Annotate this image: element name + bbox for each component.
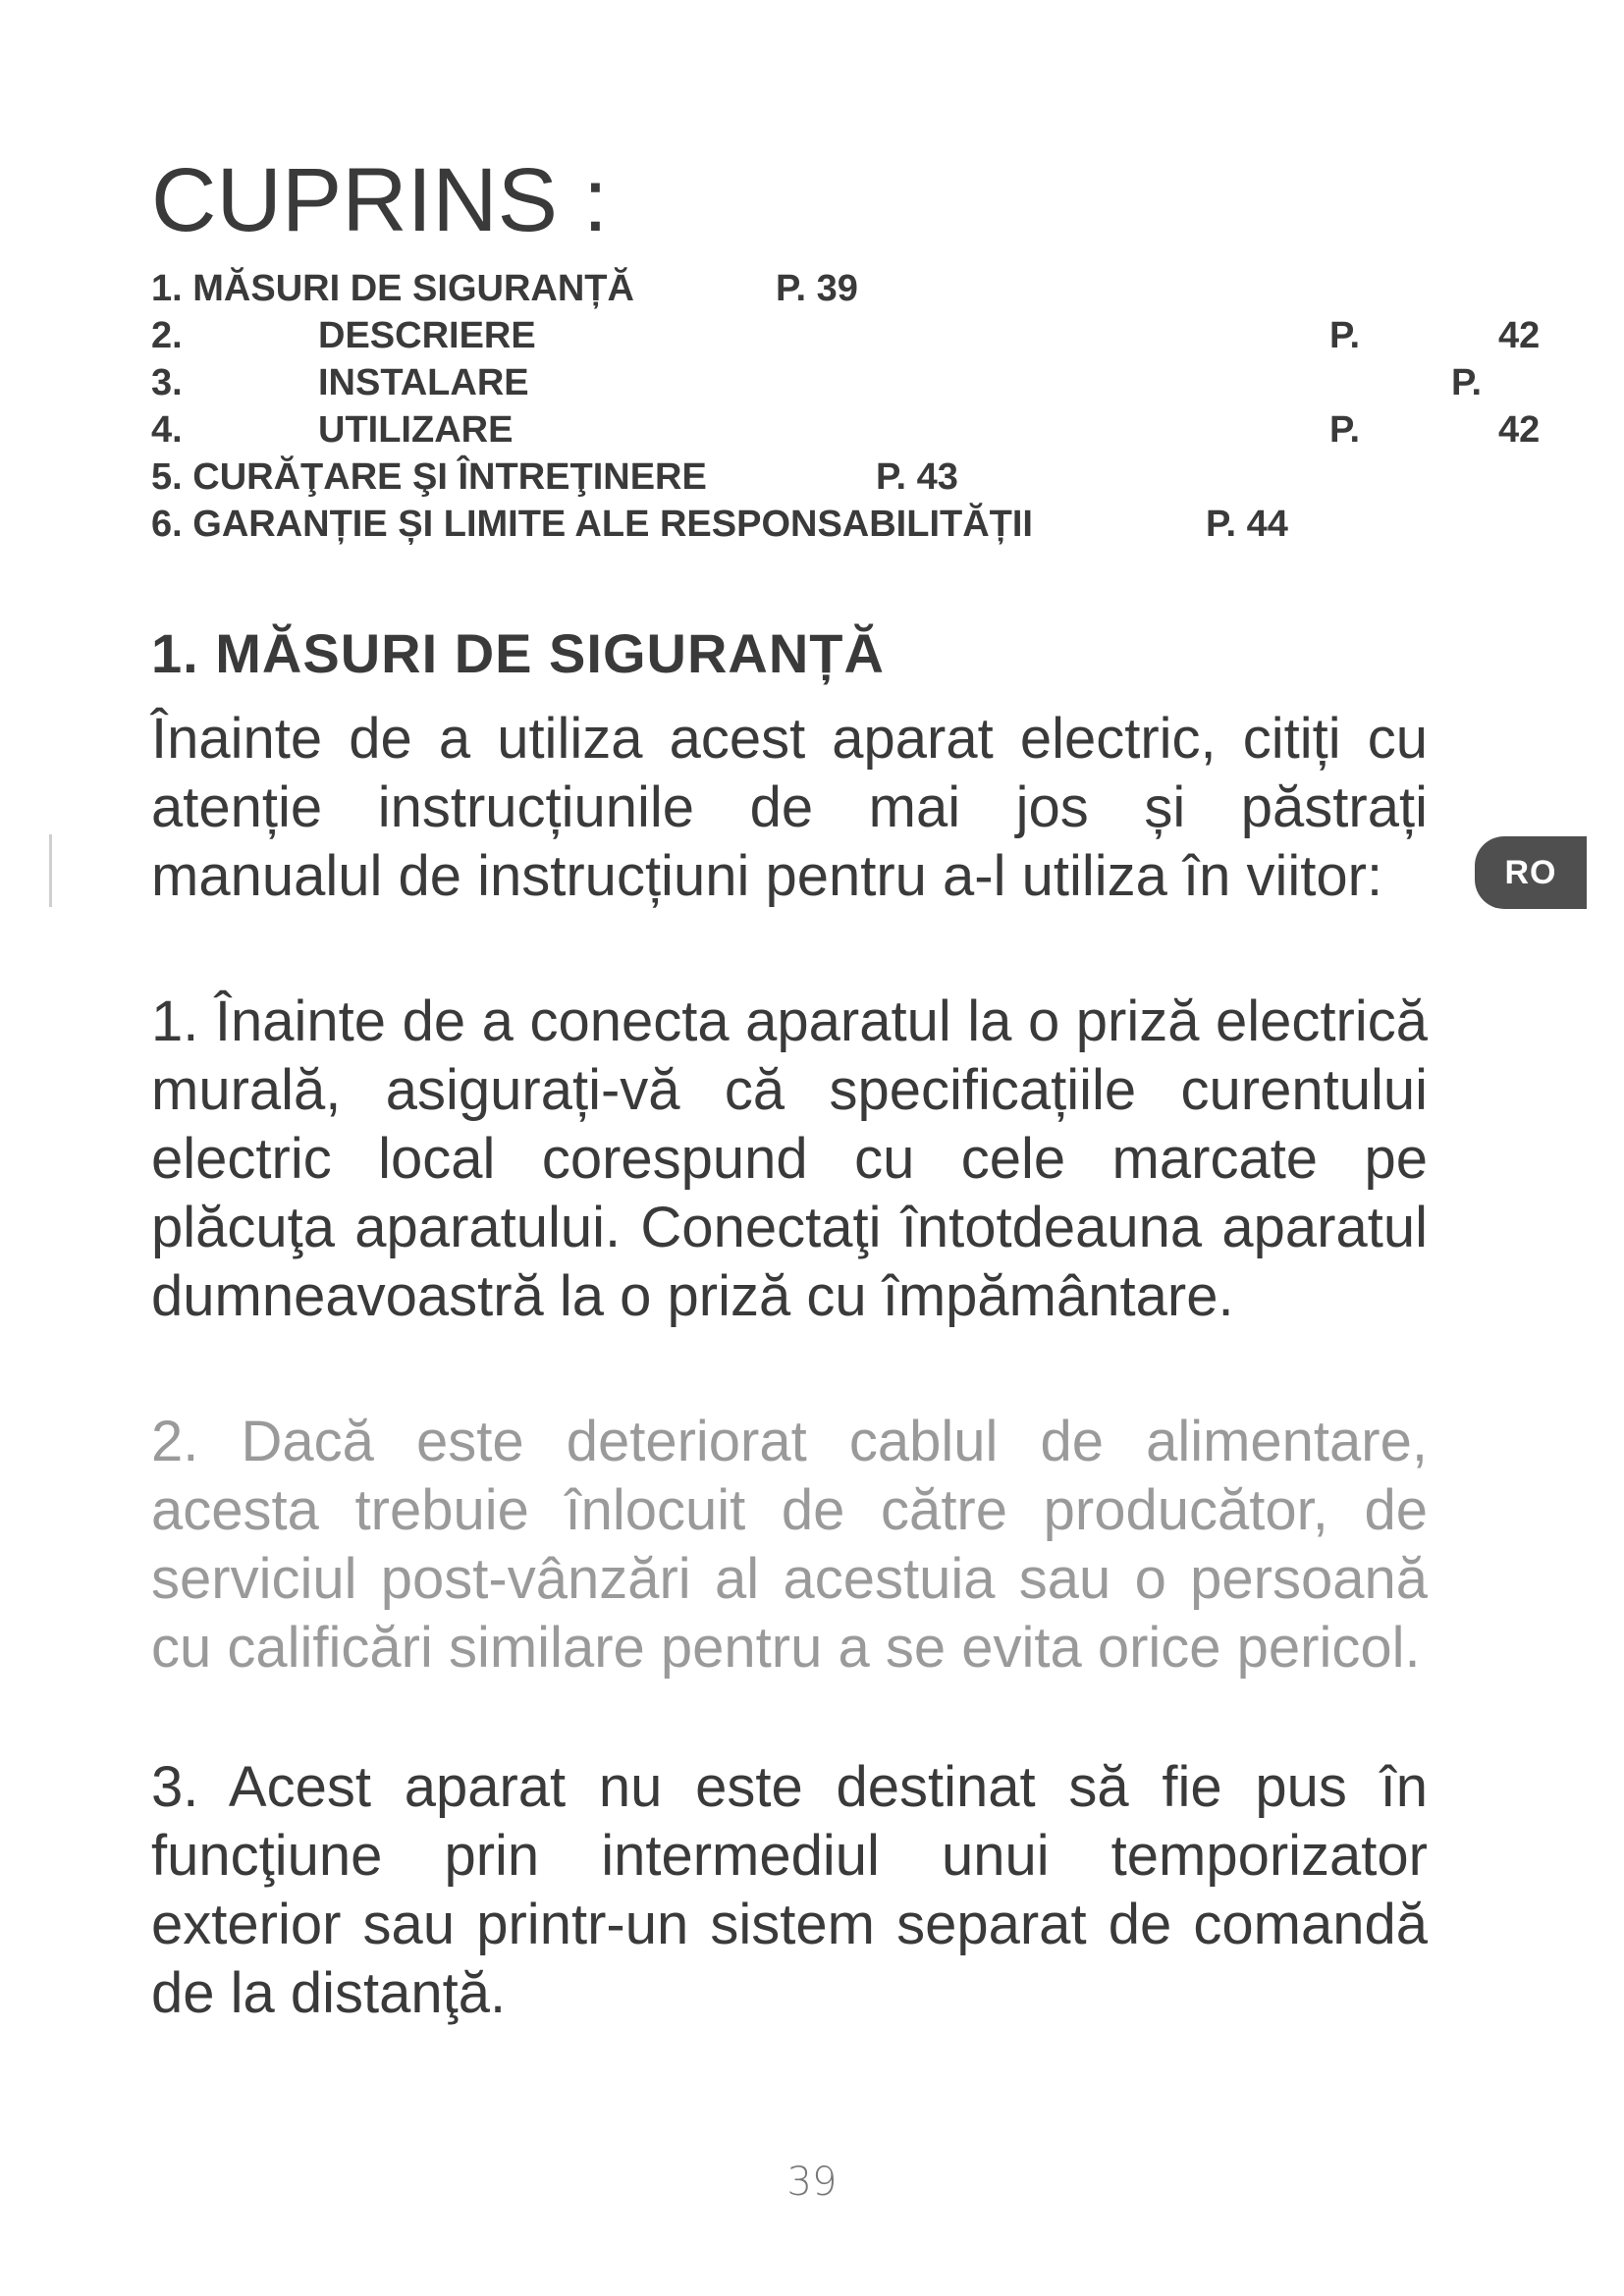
toc-item-text: CURĂŢARE ŞI ÎNTREŢINERE [192, 456, 707, 498]
intro-paragraph: Înainte de a utiliza acest aparat electric, citiți cu atenție instrucțiunile de mai jos și păstrați manualul de instrucțiuni pentru a-l utiliza în viitor: [151, 707, 1428, 908]
toc-item [151, 501, 1545, 548]
toc-item [151, 312, 1545, 359]
toc-item-label [151, 454, 707, 501]
toc-item-label [151, 265, 634, 312]
toc-item-label [151, 501, 1033, 548]
toc-item-page: P. 44 [1206, 504, 1288, 545]
toc-item-text: MĂSURI DE SIGURANȚĂ [192, 268, 634, 309]
toc-item-number: 5. [151, 456, 183, 498]
section-heading: 1. MĂSURI DE SIGURANȚĂ [151, 622, 885, 684]
toc-item [151, 454, 1545, 501]
safety-item-3: 3. Acest aparat nu este destinat să fie pus în funcţiune prin intermediul unui temporizator exterior sau printr-un sistem separat de comandă de la distanţă. [151, 1755, 1428, 2025]
safety-item-1: 1. Înainte de a conecta aparatul la o priză electrică murală, asigurați-vă că specificațiile curentului electric local corespund cu cele marcate pe plăcuţa aparatului. Conectaţi întotdeauna aparatul dumneavoastră la o priză cu împământare. [151, 989, 1428, 1328]
toc-item-text: DESCRIERE [318, 315, 536, 356]
toc-item-page: 42 [1498, 315, 1541, 356]
toc-item-number: 1. [151, 268, 183, 309]
toc-item-page: 42 [1498, 409, 1541, 451]
toc-item-page-prefix: P. [1451, 362, 1483, 403]
toc-item-number: 4. [151, 409, 183, 451]
toc-item-text: INSTALARE [318, 362, 529, 403]
toc-item-number: 3. [151, 362, 183, 403]
toc-item-number: 2. [151, 315, 183, 356]
toc-item-page: P. 43 [876, 456, 958, 498]
toc-item-page-prefix: P. [1329, 409, 1361, 451]
language-tab: RO [1475, 836, 1587, 909]
table-of-contents [151, 265, 1545, 548]
toc-item-number: 6. [151, 504, 183, 545]
toc-item-text: UTILIZARE [318, 409, 514, 451]
toc-item [151, 406, 1545, 454]
toc-item-page: P. 39 [776, 268, 858, 309]
page-number: 39 [786, 2160, 838, 2205]
safety-item-2: 2. Dacă este deteriorat cablul de alimentare, acesta trebuie înlocuit de către producător, de serviciul post-vânzări al acestuia sau o persoană cu calificări similare pentru a se evita orice pericol. [151, 1410, 1428, 1680]
margin-marker [49, 834, 52, 907]
page-title: CUPRINS : [151, 150, 609, 250]
toc-item-page-prefix: P. [1329, 315, 1361, 356]
toc-item-text: GARANȚIE ȘI LIMITE ALE RESPONSABILITĂȚII [192, 504, 1033, 545]
toc-item [151, 265, 1545, 312]
toc-item [151, 359, 1545, 406]
